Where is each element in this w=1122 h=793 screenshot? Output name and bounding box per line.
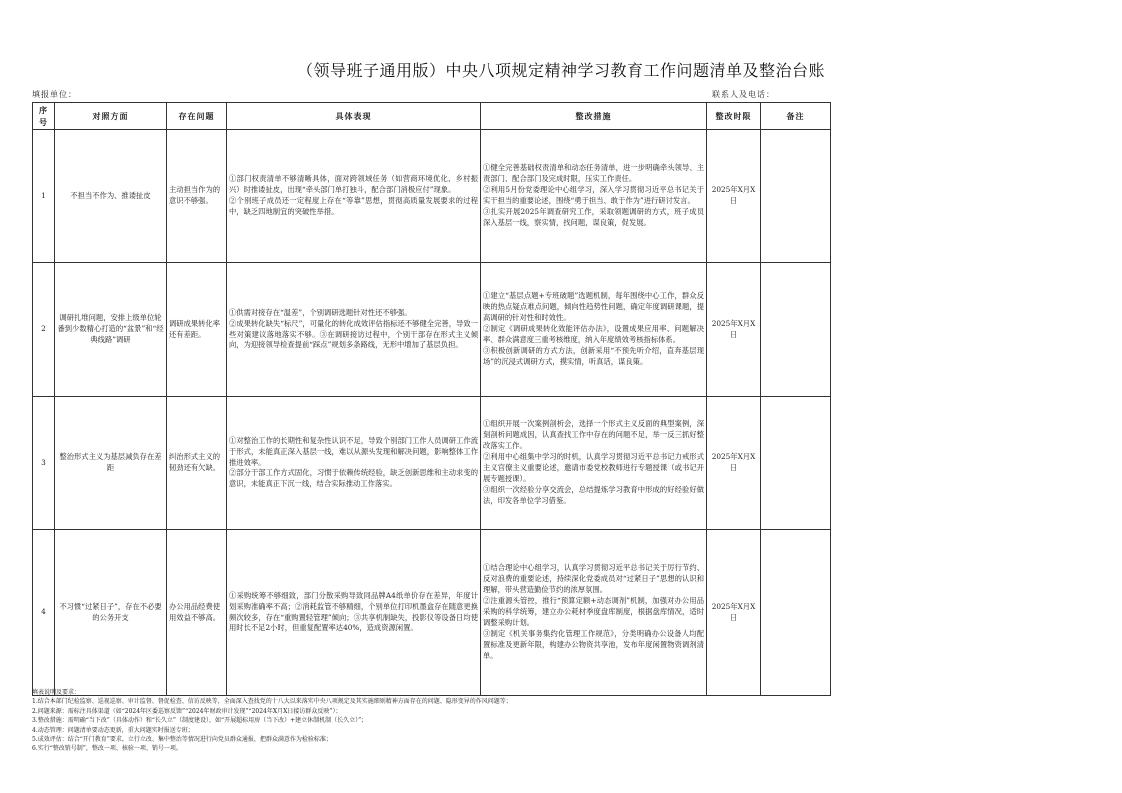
measure-line: ③积极创新调研的方式方法，创新采用“不预先听介绍，直奔基层现场”的沉浸式调研方式，摸实情，听真话，谋良策。 xyxy=(483,345,704,366)
page-title: （领导班子通用版）中央八项规定精神学习教育工作问题清单及整治台账 xyxy=(296,61,825,80)
row-deadline: 2025年X月X日 xyxy=(707,130,761,263)
row-remark xyxy=(761,263,831,397)
notes-item: 2.问题来源：需标注具体渠道（如“2024年区委巡察反馈”“2024年财政审计发现”“2024年X月X日接访群众反映”）； xyxy=(32,707,342,715)
row-deadline: 2025年X月X日 xyxy=(707,397,761,530)
notes-item: 3.整改措施：需明确“当下改”（具体动作）和“长久立”（制度建设），如“开展超标用房（当下改）+建立休制机制（长久立）”； xyxy=(32,717,368,725)
row-measures xyxy=(481,263,707,397)
row-detail xyxy=(227,263,481,397)
fill-instructions xyxy=(32,688,892,754)
table-row xyxy=(33,397,831,530)
row-remark xyxy=(761,130,831,263)
row-aspect: 调研扎堆问题，安排上级单位轮番到少数精心打造的“盆景”和“经典线路”调研 xyxy=(55,263,167,397)
contact-label: 联系人及电话： xyxy=(712,90,775,99)
measure-line: ②利用5月份党委理论中心组学习，深入学习贯彻习近平总书记关于实干担当的重要论述，围绕“勇于担当、敢于作为”进行研讨发言。 xyxy=(483,185,704,205)
detail-line: ②部分干部工作方式固化，习惯于依赖传统经验，缺乏创新思维和主动求变的意识，未能真正下沉一线，结合实际推动工作落实。 xyxy=(229,468,478,489)
header-aspect: 对照方面 xyxy=(55,103,167,130)
row-aspect: 不习惯“过紧日子”，存在不必要的公务开支 xyxy=(55,530,167,696)
header-remark: 备注 xyxy=(761,103,831,130)
detail-line: ①对整治工作的长期性和复杂性认识不足，导致个别部门工作人员调研工作流于形式，未能真正深入基层一线，难以从源头发现和解决问题，影响整体工作推进效率。 xyxy=(229,435,478,467)
measure-line: ①健全完善基础权责清单和动态任务清单，进一步明确牵头领导、主责部门、配合部门及完成时限，压实工作责任。 xyxy=(483,163,704,184)
header-no: 序号 xyxy=(33,103,55,130)
detail-line: ①部门权责清单不够清晰具体，面对跨领域任务（如营商环境优化、乡村振兴）时推诿扯皮，出现“牵头部门单打独斗，配合部门消极应付”现象。 xyxy=(229,174,478,195)
header-problem: 存在问题 xyxy=(167,103,227,130)
row-measures xyxy=(481,530,707,696)
row-detail xyxy=(227,397,481,530)
notes-item: 4.动态管理：问题清单要动态更新，重大问题实时报送专班； xyxy=(32,726,194,734)
row-no: 4 xyxy=(33,530,55,696)
detail-line: ①采购统筹不够细致，部门分散采购导致同品牌A4纸单价存在差异，年度计划采购准确率不高；②消耗监管不够精细，个别单位打印机墨盒存在随意更换频次较多，存在“重购置轻管理”倾向；③共享机制缺失，投影仪等设备日均使用时长不足2小时，但重复配置率达40%，造成资源闲置。 xyxy=(229,590,478,633)
measure-line: ①组织开展一次案例剖析会，选择一个形式主义反面的典型案例，深刻剖析问题成因，认真查找工作中存在的问题不足，举一反三抓好整改落实工作。 xyxy=(483,419,704,451)
notes-heading: 填表说明及要求： xyxy=(32,689,81,696)
row-detail xyxy=(227,530,481,696)
row-no: 1 xyxy=(33,130,55,263)
measure-line: ②注重源头管控，推行“预算定额+动态调剂”机制，加强对办公用品采购的科学统筹，建立办公耗材季度盘库制度，根据盘库情况，适时调整采购计划。 xyxy=(483,596,704,627)
row-problem: 办公用品经费使用效益不够高。 xyxy=(167,530,227,696)
fill-unit-label: 填报单位： xyxy=(32,90,77,99)
table-header-row xyxy=(33,103,831,130)
row-remark xyxy=(761,530,831,696)
measure-line: ③组织一次经验分享交流会，总结提炼学习教育中形成的好经验好做法，印发各单位学习借鉴。 xyxy=(483,484,704,505)
measure-line: ①结合理论中心组学习，认真学习贯彻习近平总书记关于厉行节约、反对浪费的重要论述，持续深化党委成员对“过紧日子”思想的认识和理解，带头营造勤俭节约的浓厚氛围。 xyxy=(483,563,704,595)
notes-item: 1.结合本部门纪检监察、巡视巡察、审计监督、督促检查、信访反映等，全面深入查找党的十八大以来落实中央八项规定及其实施细则精神方面存在的问题、隐形变异的作风问题等； xyxy=(32,698,512,706)
header-deadline: 整改时限 xyxy=(707,103,761,130)
notes-item: 5.成效评估：结合“开门教育”要求，立行立改、集中整治等情况进行向党员群众通报，把群众满意作为检验标准； xyxy=(32,736,332,744)
row-deadline: 2025年X月X日 xyxy=(707,263,761,397)
header-detail: 具体表现 xyxy=(227,103,481,130)
header-measures: 整改措施 xyxy=(481,103,707,130)
measure-line: ③制定《机关事务集约化管理工作规范》，分类明确办公设备人均配置标准及更新年限，构建办公物资共享池，发布年度闲置物资调剂清单。 xyxy=(483,628,704,660)
row-problem: 纠治形式主义的韧劲还有欠缺。 xyxy=(167,397,227,530)
row-measures xyxy=(481,130,707,263)
rectification-ledger-table xyxy=(32,102,831,696)
detail-line: ①供需对接存在“温差”，个别调研选题针对性还不够强。 xyxy=(229,307,412,317)
measure-line: ①建立“基层点题+专班破题”选题机制，每年围绕中心工作，群众反映的热点疑点难点问题，倾向性趋势性问题，确定年度调研课题，提高调研的针对性和时效性。 xyxy=(483,291,704,323)
row-aspect: 整治形式主义为基层减负存在差距 xyxy=(55,397,167,530)
row-no: 3 xyxy=(33,397,55,530)
row-problem: 主动担当作为的意识不够强。 xyxy=(167,130,227,263)
row-remark xyxy=(761,397,831,530)
detail-line: ②个别班子成员还一定程度上存在“等靠”思想，贯彻高质量发展要求的过程中，缺乏四地制宜的突破性举措。 xyxy=(229,196,478,216)
detail-line: ②成果转化缺失“标尺”，可量化的转化成效评估指标还不够健全完善，导致一些对策建议落地落实不够。③在调研接访过程中，个别干部存在形式主义倾向，为迎接领导检查提前“踩点”规划多条路线，无形中增加了基层负担。 xyxy=(229,318,478,350)
row-deadline: 2025年X月X日 xyxy=(707,530,761,696)
row-aspect: 不担当不作为、推诿扯皮 xyxy=(55,130,167,263)
table-row xyxy=(33,263,831,397)
notes-item: 6.实行“整改销号制”，整改一项、核验一项、销号一项。 xyxy=(32,745,182,753)
row-detail xyxy=(227,130,481,263)
table-row xyxy=(33,130,831,263)
measure-line: ③扎实开展2025年调查研究工作，采取领题调研的方式，班子成员深入基层一线，察实情，找问题，谋良策，促发展。 xyxy=(483,206,704,227)
measure-line: ②利用中心组集中学习的时机，认真学习贯彻习近平总书记力戒形式主义官僚主义重要论述，邀请市委党校教师进行专题授课（或书记开展专题授课）。 xyxy=(483,452,704,483)
row-measures xyxy=(481,397,707,530)
row-problem: 调研成果转化率还有差距。 xyxy=(167,263,227,397)
table-row xyxy=(33,530,831,696)
measure-line: ②制定《调研成果转化效能评估办法》，设置成果应用率、问题解决率、群众满意度三重考核维度，纳入年度绩效考核指标体系。 xyxy=(483,324,704,344)
row-no: 2 xyxy=(33,263,55,397)
